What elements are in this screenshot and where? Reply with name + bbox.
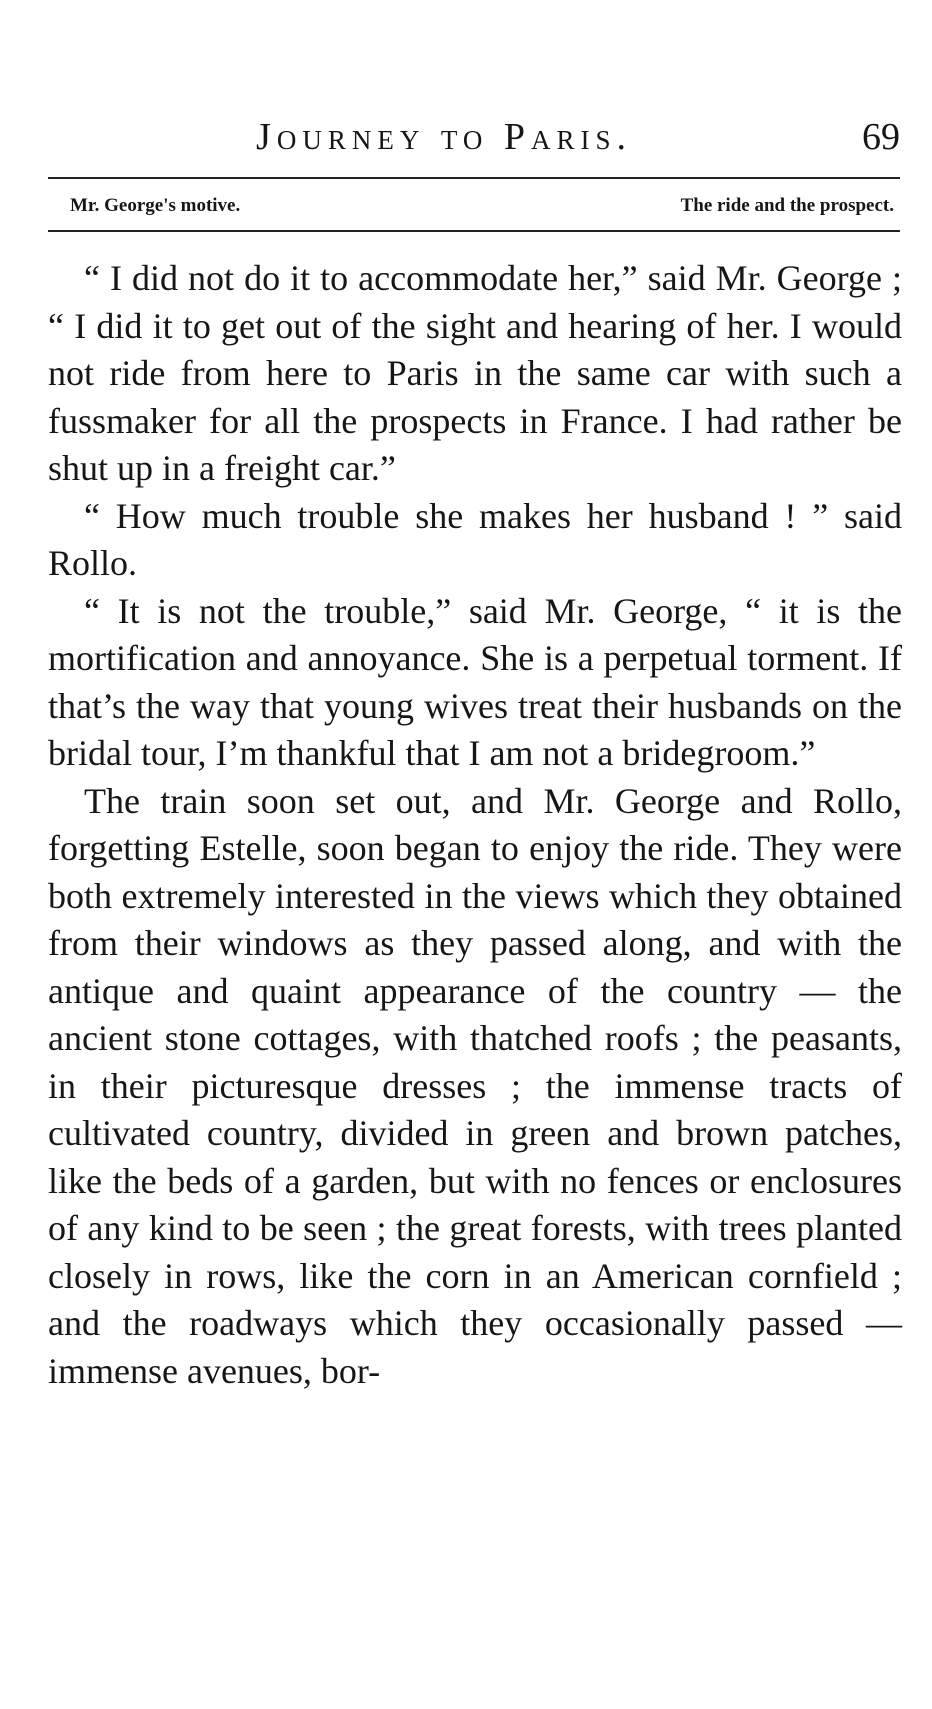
header-rule-top: [48, 177, 900, 179]
running-head: [48, 112, 900, 162]
running-title: Journey to Paris.: [256, 116, 632, 158]
paragraph: “ How much trouble she makes her husband ! ” said Rollo.: [48, 495, 902, 583]
marginal-note-right: The ride and the prospect.: [680, 195, 894, 216]
marginal-note-left: Mr. George's motive.: [70, 195, 241, 216]
marginal-notes: [70, 190, 894, 222]
body-text: [48, 255, 902, 1395]
paragraph: The train soon set out, and Mr. George and Rollo, forgetting Estelle, soon began to enjoy the ride. They were both extremely interested in the views which they obtained from their windows as they passed along, and with the antique and quaint appearance of the country — the ancient stone cottages, with thatched roofs ; the peasants, in their picturesque dresses ; the immense tracts of cultivated country, divided in green and brown patches, like the beds of a garden, but with no fences or enclosures of any kind to be seen ; the great forests, with trees planted closely in rows, like the corn in an American cornfield ; and the roadways which they occasionally passed — immense avenues, bor-: [48, 780, 902, 1391]
header-rule-bottom: [48, 230, 900, 232]
paragraph: “ It is not the trouble,” said Mr. George, “ it is the mortification and annoyance. She is a perpetual torment. If that’s the way that young wives treat their husbands on the bridal tour, I’m thankful that I am not a bridegroom.”: [48, 590, 902, 773]
paragraph: “ I did not do it to accommodate her,” said Mr. George ; “ I did it to get out of the sight and hearing of her. I would not ride from here to Paris in the same car with such a fussmaker for all the prospects in France. I had rather be shut up in a freight car.”: [48, 258, 902, 488]
page-number: 69: [862, 116, 900, 158]
